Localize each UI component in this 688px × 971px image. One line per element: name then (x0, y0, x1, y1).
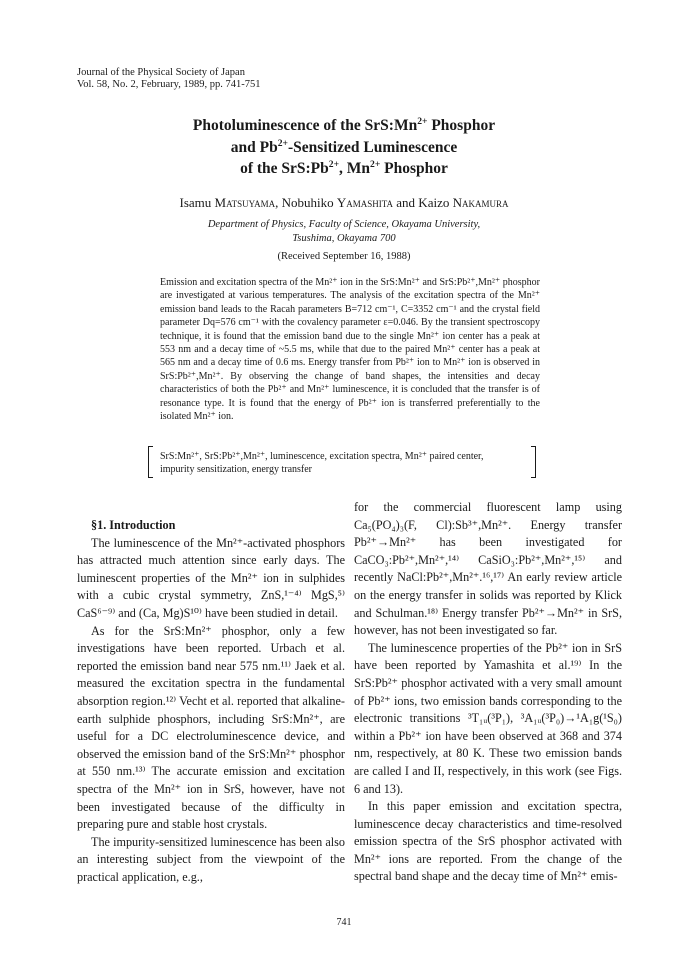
journal-volume: Vol. 58, No. 2, February, 1989, pp. 741-751 (77, 79, 261, 90)
keywords: SrS:Mn²⁺, SrS:Pb²⁺,Mn²⁺, luminescence, excitation spectra, Mn²⁺ paired center, impurity sensitization, energy transfer (160, 451, 484, 476)
affiliation: Department of Physics, Faculty of Science, Okayama University, Tsushima, Okayama 700 (207, 219, 481, 244)
paragraph: The luminescence properties of the Pb²⁺ ion in SrS have been reported by Yamashita et al.¹⁹⁾ In the SrS:Pb²⁺ phosphor activated with a very small amount of Pb²⁺ ions, two emission bands corresponding to the electronic transitions ³T₁ᵤ(³P₁), ³A₁ᵤ(³P₀)→¹A₁g(¹S₀) within a Pb²⁺ ion have been observed at 368 and 374 nm, respectively, at 80 K. These two emission bands are called I and II, respectively, in this work (see Figs. 6 and 13). (354, 640, 622, 796)
paragraph: for the commercial fluorescent lamp using Ca₅(PO₄)₃(F, Cl):Sb³⁺,Mn²⁺. Energy transfer Pb²⁺→Mn²⁺ has been investigated for CaCO₃:Pb²⁺,Mn²⁺,¹⁴⁾ CaSiO₃:Pb²⁺,Mn²⁺,¹⁵⁾ and recently NaCl:Pb²⁺,Mn²⁺.¹⁶,¹⁷⁾ An early review article on the energy transfer in solids was reported by Klick and Schulman.¹⁸⁾ Energy transfer Pb²⁺→Mn²⁺ in SrS, however, has not been investigated so far. (354, 500, 622, 638)
paragraph: The luminescence of the Mn²⁺-activated phosphors has attracted much attention since early days. The luminescent properties of the Mn²⁺ ion in sulphides with a cubic crystal symmetry, ZnS,¹⁻⁴⁾ MgS,⁵⁾ CaS⁶⁻⁹⁾ and (Ca, Mg)S¹⁰⁾ have been studied in detail. (77, 535, 345, 620)
author-list: Isamu Matsuyama, Nobuhiko Yamashita and Kaizo Nakamura (179, 195, 509, 210)
paper-title (0, 115, 688, 180)
title-line-3: of the $SrS:Pb^{2+}$, $Mn^{2+}$ Phosphor (240, 158, 448, 177)
journal-name: Journal of the Physical Society of Japan (77, 67, 245, 78)
title-line-2: and $Pb^{2+}$-Sensitized Luminescence (230, 137, 458, 156)
section-heading: §1. Introduction (91, 518, 176, 532)
abstract: Emission and excitation spectra of the Mn²⁺ ion in the SrS:Mn²⁺ and SrS:Pb²⁺,Mn²⁺ phosphor are investigated at various temperatures. The analysis of the excitation spectra of the Mn²⁺ emission band leads to the Racah parameters B=712 cm⁻¹, C=3352 cm⁻¹ and the crystal field parameter Dq=576 cm⁻¹ with the covalency parameter ε=0.046. By the transient spectroscopy technique, it is found that the emission band due to the single Mn²⁺ ion center has a peak at 553 nm and a decay time of ~5.5 ms, while that due to the paired Mn²⁺ center has a peak at 565 nm and a decay time of 0.6 ms. Energy transfer from Pb²⁺ ion to Mn²⁺ ion is observed in SrS:Pb²⁺,Mn²⁺. By observing the change of band shapes, the intensities and decay characteristics of both the Pb²⁺ and Mn²⁺ luminescence, it is concluded that the transfer is of resonance type. It is found that the energy of Pb²⁺ ion is transferred preferentially to the isolated Mn²⁺ ion. (160, 277, 540, 423)
received-date: (Received September 16, 1988) (277, 251, 411, 262)
page-number: 741 (336, 917, 352, 928)
paragraph: The impurity-sensitized luminescence has been also an interesting subject from the viewpoint of the practical application, e.g., (77, 834, 345, 884)
journal-header (77, 67, 260, 91)
right-column (354, 499, 622, 886)
left-column (77, 517, 345, 886)
paragraph: As for the SrS:Mn²⁺ phosphor, only a few investigations have been reported. Urbach et al. reported the emission band near 575 nm.¹¹⁾ Jaek et al. measured the excitation spectra in the fundamental absorption region.¹²⁾ Vecht et al. reported that alkaline-earth sulphide phosphors, including SrS:Mn²⁺, are useful for a DC electroluminescence device, and observed the emission band of the SrS:Mn²⁺ phosphor at 550 nm.¹³⁾ The accurate emission and excitation spectra of the Mn²⁺ ion in SrS, however, have not been investigated because of the difficulty in preparing pure and stable host crystals. (77, 623, 345, 832)
title-line-1: Photoluminescence of the $SrS:Mn^{2+}$ Phosphor (192, 115, 496, 134)
paragraph: In this paper emission and excitation spectra, luminescence decay characteristics and time-resolved emission spectra of the SrS phosphor activated with Mn²⁺ ions are reported. From the change of the spectral band shape and the decay time of Mn²⁺ emis- (354, 799, 622, 884)
keywords-bracket-right (531, 446, 536, 478)
